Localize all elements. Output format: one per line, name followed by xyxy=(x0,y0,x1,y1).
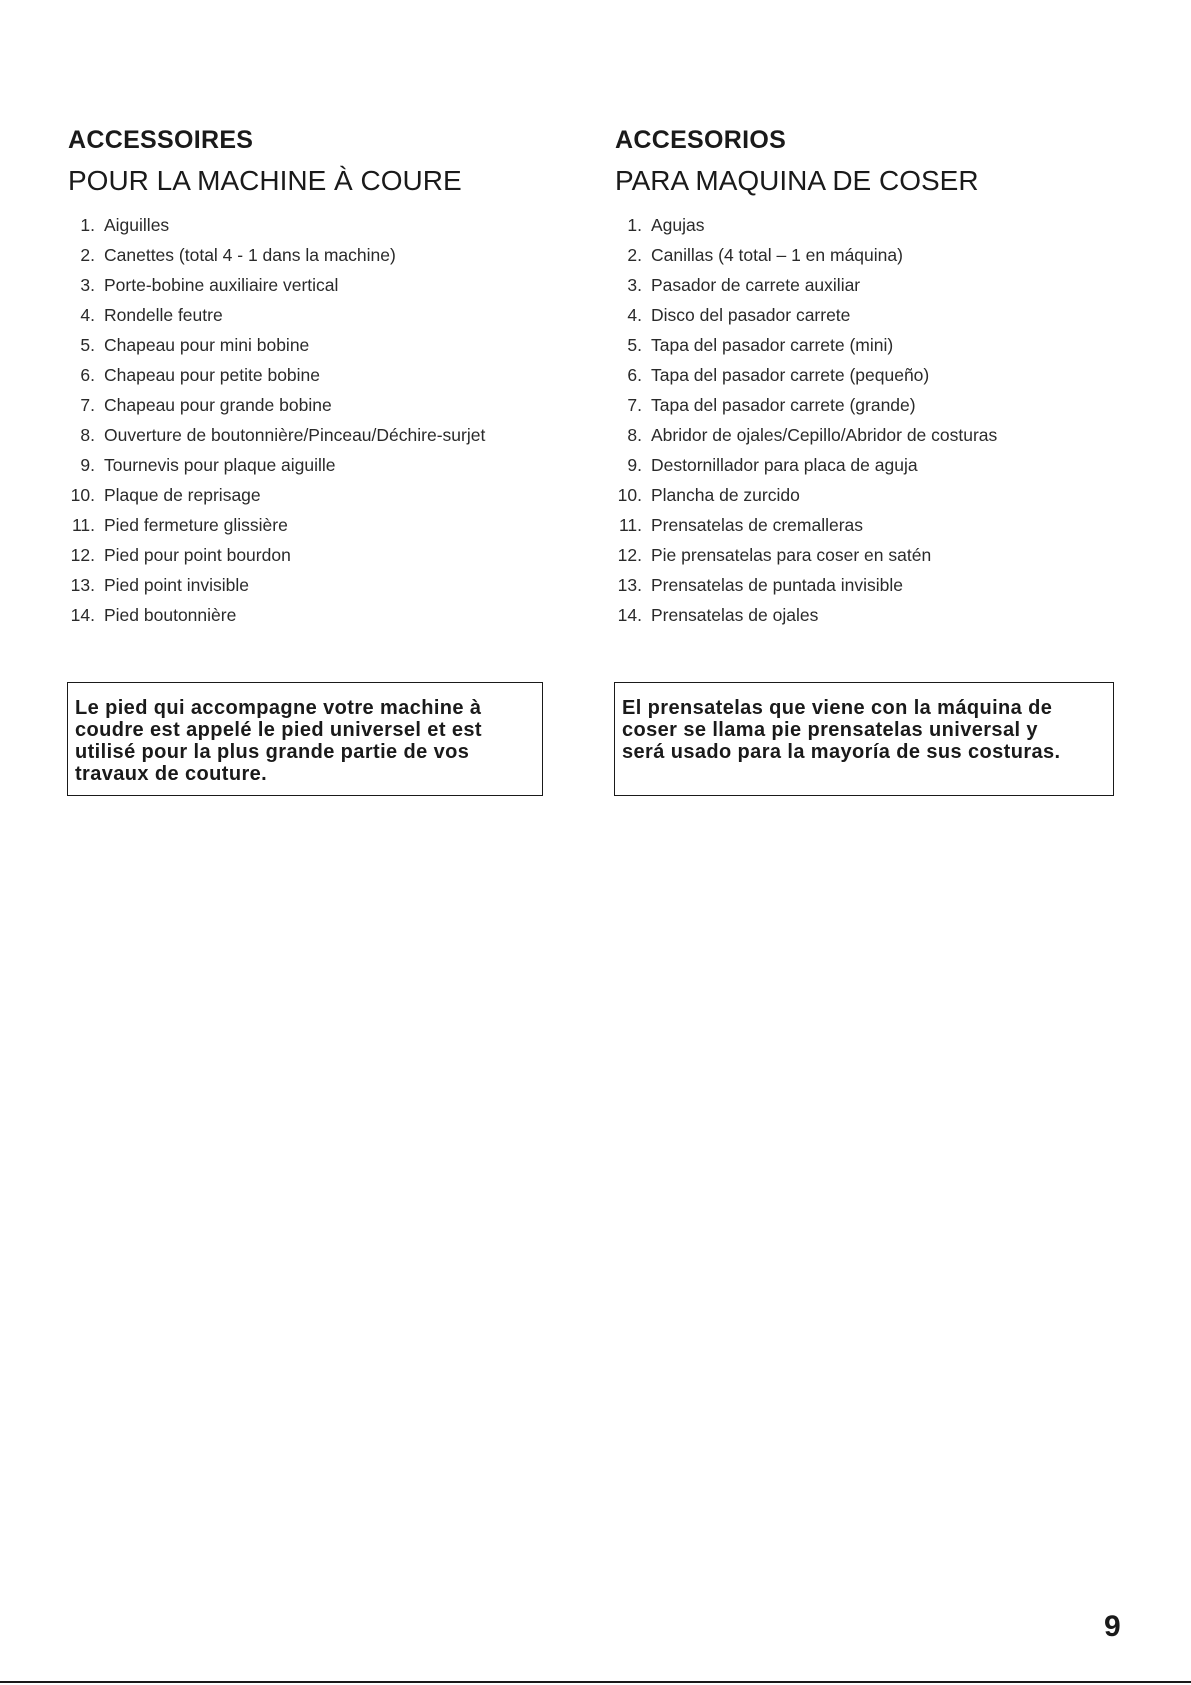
item-label: Prensatelas de ojales xyxy=(651,605,819,625)
list-item xyxy=(615,510,1105,540)
french-note-line: Le pied qui accompagne votre machine à xyxy=(75,697,482,719)
item-label: Plancha de zurcido xyxy=(651,485,800,505)
list-item xyxy=(615,450,1105,480)
list-item xyxy=(615,480,1105,510)
item-label: Destornillador para placa de aguja xyxy=(651,455,918,475)
list-item xyxy=(68,480,558,510)
item-number: 11. xyxy=(71,515,95,535)
list-item xyxy=(68,600,558,630)
item-number: 7. xyxy=(627,395,642,415)
item-label: Disco del pasador carrete xyxy=(651,305,851,325)
item-number: 12. xyxy=(617,545,642,565)
list-item xyxy=(68,540,558,570)
item-number: 5. xyxy=(80,335,95,355)
item-number: 10. xyxy=(617,485,642,505)
item-number: 4. xyxy=(80,305,95,325)
item-label: Pied point invisible xyxy=(104,575,249,595)
list-item xyxy=(68,450,558,480)
item-number: 14. xyxy=(617,605,642,625)
item-label: Tapa del pasador carrete (grande) xyxy=(651,395,916,415)
item-number: 3. xyxy=(80,275,95,295)
spanish-accessory-list xyxy=(615,210,1105,630)
item-label: Porte-bobine auxiliaire vertical xyxy=(104,275,339,295)
item-label: Chapeau pour petite bobine xyxy=(104,365,321,385)
list-item xyxy=(615,330,1105,360)
item-number: 13. xyxy=(70,575,95,595)
list-item xyxy=(68,210,558,240)
item-number: 9. xyxy=(627,455,642,475)
page-number: 9 xyxy=(1104,1610,1121,1643)
item-label: Pied fermeture glissière xyxy=(104,515,288,535)
spanish-subtitle: PARA MAQUINA DE COSER xyxy=(615,165,979,196)
list-item xyxy=(615,300,1105,330)
item-label: Aiguilles xyxy=(104,215,170,235)
spanish-note-line: será usado para la mayoría de sus costuras. xyxy=(622,741,1061,763)
french-column xyxy=(68,124,558,630)
list-item xyxy=(68,270,558,300)
item-label: Tournevis pour plaque aiguille xyxy=(104,455,336,475)
french-note-line: travaux de couture. xyxy=(75,763,268,785)
list-item xyxy=(615,420,1105,450)
item-number: 8. xyxy=(80,425,95,445)
french-title: ACCESSOIRES xyxy=(68,126,254,154)
list-item xyxy=(615,210,1105,240)
list-item xyxy=(615,240,1105,270)
item-number: 11. xyxy=(618,515,642,535)
list-item xyxy=(615,600,1105,630)
list-item xyxy=(68,390,558,420)
french-accessory-list xyxy=(68,210,558,630)
list-item xyxy=(68,360,558,390)
item-label: Prensatelas de puntada invisible xyxy=(651,575,903,595)
item-label: Prensatelas de cremalleras xyxy=(651,515,864,535)
french-note-box xyxy=(67,682,543,796)
item-label: Agujas xyxy=(651,215,705,235)
item-label: Pied pour point bourdon xyxy=(104,545,291,565)
french-note-line: utilisé pour la plus grande partie de vos xyxy=(75,741,470,763)
list-item xyxy=(68,420,558,450)
item-number: 5. xyxy=(627,335,642,355)
item-number: 2. xyxy=(627,245,642,265)
item-number: 1. xyxy=(80,215,95,235)
list-item xyxy=(68,240,558,270)
item-number: 13. xyxy=(617,575,642,595)
item-label: Tapa del pasador carrete (mini) xyxy=(651,335,894,355)
item-label: Rondelle feutre xyxy=(104,305,223,325)
item-label: Chapeau pour grande bobine xyxy=(104,395,332,415)
list-item xyxy=(615,570,1105,600)
french-subtitle: POUR LA MACHINE À COURE xyxy=(68,165,462,196)
item-number: 10. xyxy=(70,485,95,505)
item-number: 6. xyxy=(627,365,642,385)
item-number: 2. xyxy=(80,245,95,265)
list-item xyxy=(615,390,1105,420)
item-label: Abridor de ojales/Cepillo/Abridor de costuras xyxy=(651,425,998,445)
spanish-note-line: El prensatelas que viene con la máquina de xyxy=(622,697,1053,719)
french-note-line: coudre est appelé le pied universel et est xyxy=(75,719,482,741)
spanish-title: ACCESORIOS xyxy=(615,126,787,154)
item-label: Canettes (total 4 - 1 dans la machine) xyxy=(104,245,396,265)
list-item xyxy=(615,540,1105,570)
item-number: 3. xyxy=(627,275,642,295)
spanish-note-line: coser se llama pie prensatelas universal y xyxy=(622,719,1038,741)
item-label: Plaque de reprisage xyxy=(104,485,261,505)
spanish-note-box xyxy=(614,682,1114,796)
item-label: Tapa del pasador carrete (pequeño) xyxy=(651,365,930,385)
item-number: 8. xyxy=(627,425,642,445)
list-item xyxy=(68,300,558,330)
item-label: Pied boutonnière xyxy=(104,605,237,625)
item-number: 14. xyxy=(70,605,95,625)
list-item xyxy=(68,570,558,600)
list-item xyxy=(68,330,558,360)
list-item xyxy=(615,270,1105,300)
item-number: 6. xyxy=(80,365,95,385)
bottom-rule xyxy=(0,1681,1191,1683)
item-label: Pasador de carrete auxiliar xyxy=(651,275,861,295)
spanish-column xyxy=(615,124,1105,630)
item-label: Canillas (4 total – 1 en máquina) xyxy=(651,245,903,265)
list-item xyxy=(68,510,558,540)
item-label: Ouverture de boutonnière/Pinceau/Déchire-surjet xyxy=(104,425,486,445)
list-item xyxy=(615,360,1105,390)
item-number: 9. xyxy=(80,455,95,475)
item-number: 1. xyxy=(627,215,642,235)
item-number: 7. xyxy=(80,395,95,415)
item-label: Pie prensatelas para coser en satén xyxy=(651,545,932,565)
item-label: Chapeau pour mini bobine xyxy=(104,335,310,355)
item-number: 4. xyxy=(627,305,642,325)
item-number: 12. xyxy=(70,545,95,565)
